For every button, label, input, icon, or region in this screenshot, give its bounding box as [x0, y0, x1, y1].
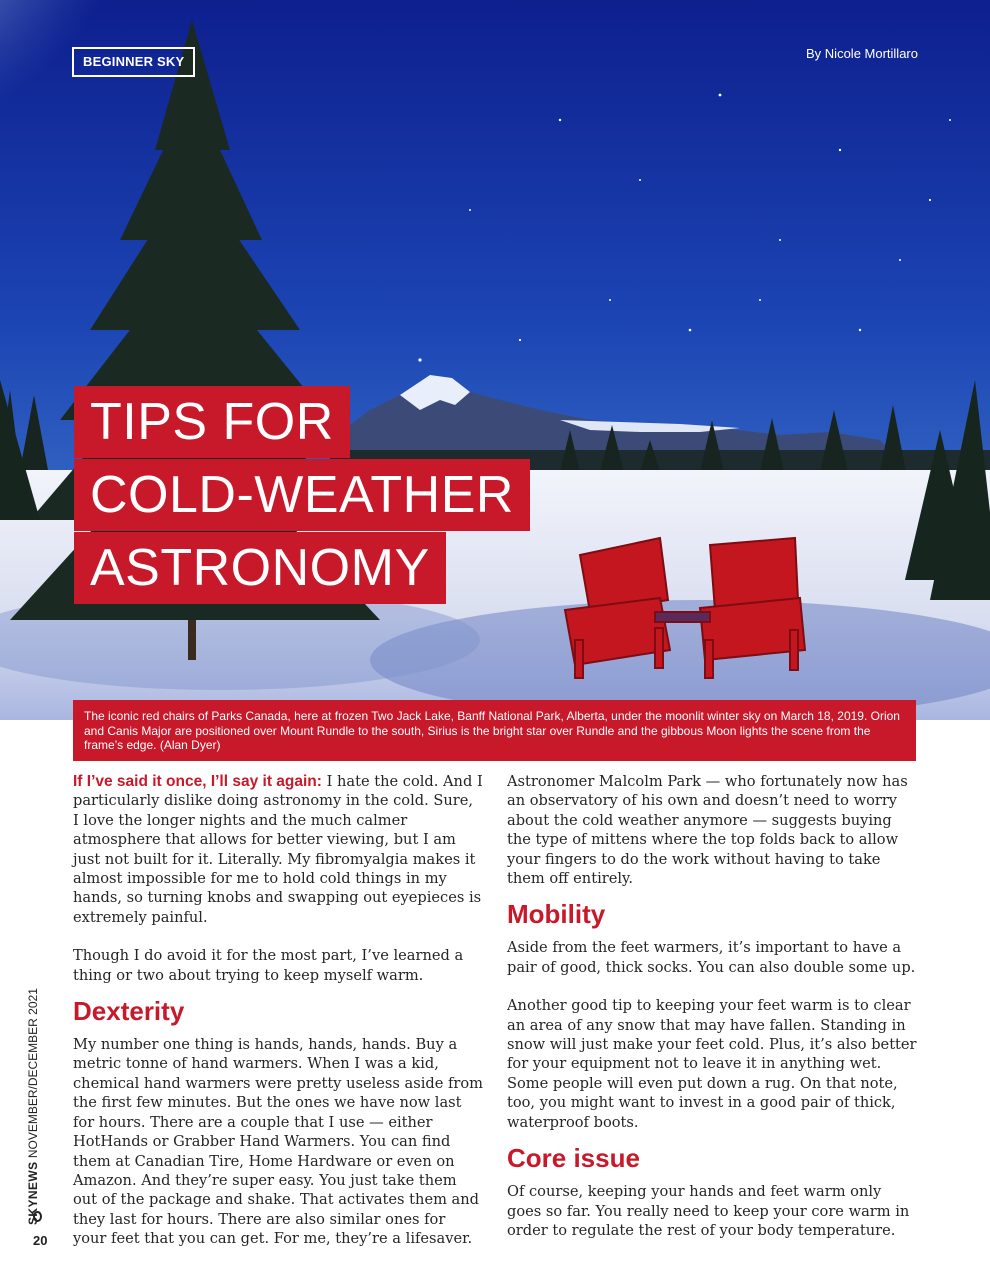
paragraph: Another good tip to keeping your feet warm is to clear an area of any snow that may have fallen. Standing in snow will just make your feet cold. Plus, it’s also better for your equipment not to leave it in anything wet. Some people will even put down a rug. On that note, too, you might want to invest in a good pair of thick, waterproof boots.	[507, 997, 917, 1131]
heading-mobility: Mobility	[507, 899, 606, 930]
intro-text: I hate the cold. And I particularly dislike doing astronomy in the cold. Sure, I love the longer nights and the much calmer atmosphere that allows for better viewing, but I am just not built for it. Literally. My fibromyalgia makes it almost impossible for me to hold cold things in my hands, so turning knobs and swapping out eyepieces is extremely painful.	[73, 773, 483, 926]
issue-date: NOVEMBER/DECEMBER 2021	[26, 988, 40, 1162]
article-title-line-2: COLD-WEATHER	[74, 459, 530, 531]
intro-paragraph	[73, 772, 483, 927]
article-title-line-3: ASTRONOMY	[74, 532, 446, 604]
section-tag: BEGINNER SKY	[72, 47, 195, 77]
photo-caption: The iconic red chairs of Parks Canada, here at frozen Two Jack Lake, Banff National Park, Alberta, under the moonlit winter sky on March 18, 2019. Orion and Canis Major are positioned over Mount Rundle to the south, Sirius is the bright star over Rundle and the gibbous Moon lights the scene from the frame’s edge. (Alan Dyer)	[73, 700, 916, 761]
body-column-left	[73, 772, 483, 1249]
author-byline: By Nicole Mortillaro	[806, 46, 918, 61]
paragraph: Of course, keeping your hands and feet warm only goes so far. You really need to keep your core warm in order to regulate the rest of your body temperature.	[507, 1183, 910, 1239]
issue-sidebar	[26, 988, 40, 1225]
page-number: 20	[33, 1233, 48, 1248]
ring-logo-icon	[33, 1211, 42, 1222]
heading-dexterity: Dexterity	[73, 996, 185, 1027]
paragraph: Aside from the feet warmers, it’s important to have a pair of good, thick socks. You can also double some up.	[507, 939, 916, 976]
paragraph: My number one thing is hands, hands, hands. Buy a metric tonne of hand warmers. When I was a kid, chemical hand warmers were pretty useless aside from the first few minutes. But the ones we have now last for hours. There are a couple that I use — either HotHands or Grabber Hand Warmers. You can find them at Canadian Tire, Home Hardware or even on Amazon. And they’re super easy. You just take them out of the package and shake. That activates them and they last for hours. There are also similar ones for your feet that you can get. For me, they’re a lifesaver.	[73, 1036, 483, 1248]
body-column-right	[507, 772, 919, 1240]
magazine-brand: SKYNEWS	[26, 1161, 40, 1225]
paragraph: Though I do avoid it for the most part, I’ve learned a thing or two about trying to keep myself warm.	[73, 947, 464, 984]
lead-in: If I’ve said it once, I’ll say it again:	[73, 773, 322, 790]
article-title-line-1: TIPS FOR	[74, 386, 350, 458]
heading-core-issue: Core issue	[507, 1143, 640, 1174]
paragraph: Astronomer Malcolm Park — who fortunately now has an observatory of his own and doesn’t need to worry about the cold weather anymore — suggests buying the type of mittens where the top folds back to allow your fingers to do the work without having to take them off entirely.	[507, 773, 908, 888]
